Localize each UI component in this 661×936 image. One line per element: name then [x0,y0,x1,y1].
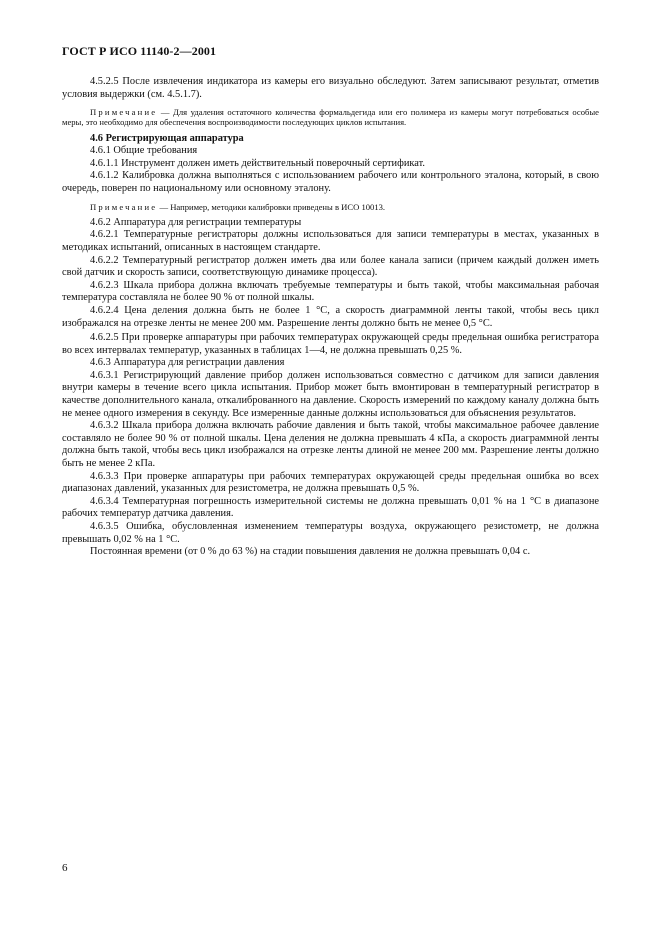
page-header: ГОСТ Р ИСО 11140-2—2001 [62,44,217,58]
subheading-4-6-1: 4.6.1 Общие требования [90,145,198,157]
paragraph-time-constant: Постоянная времени (от 0 % до 63 %) на стадии повышения давления не должна превышать 0,04 с. [90,546,531,558]
paragraph-4-6-3-5: 4.6.3.5 Ошибка, обусловленная изменением температуры воздуха, окружающего резистометр, не должна превышать 0,02 % на 1 °С. [62,521,599,545]
paragraph-4-6-2-5: 4.6.2.5 При проверке аппаратуры при рабочих температурах окружающей среды предельная ошибка регистратора во всех интервалах температур, указанных в таблицах 1—4, не должна превышать 0,25 %. [62,332,599,356]
paragraph-4-6-2-4: 4.6.2.4 Цена деления должна быть не более 1 °С, а скорость диаграммной ленты такой, чтобы весь цикл изображался на отрезке ленты не менее 200 мм. Разрешение ленты должно быть не менее 0,5 °С. [62,304,599,329]
subheading-4-6-3: 4.6.3 Аппаратура для регистрации давления [90,357,285,369]
paragraph-4-6-2-2: 4.6.2.2 Температурный регистратор должен иметь два или более канала записи (причем каждый должен иметь свой датчик и скорость записи, соответствующую динамике процесса). [62,254,599,279]
note-2 [62,202,599,212]
paragraph-4-6-3-1: 4.6.3.1 Регистрирующий давление прибор должен использоваться совместно с датчиком для записи давления внутри камеры в течение всего цикла испытания. Прибор может быть вмонтирован в температурный регистратор в качестве дополнительного канала, откалиброванного на давление. Скорость измерений по каждому каналу должна быть не менее одного измерения в секунду. Все измеренные данные должны использоваться для объяснения результатов. [62,369,599,419]
note-text: — Например, методики калибровки приведены в ИСО 10013. [157,201,386,212]
note-text: — Для удаления остаточного количества формальдегида или его полимера из камеры могут потребоваться особые меры, это необходимо для обеспечения воспроизводимости последующих циклов испытания. [62,107,599,128]
paragraph-4-6-3-3: 4.6.3.3 При проверке аппаратуры при рабочих температурах окружающей среды предельная ошибка во всех диапазонах давлений, указанных для резистометра, не должна превышать 0,5 %. [62,470,599,495]
note-1 [62,107,599,127]
document-body [62,76,599,559]
paragraph-4-6-3-4: 4.6.3.4 Температурная погрешность измерительной системы не должна превышать 0,01 % на 1 °С в диапазоне рабочих температур датчика давления. [62,495,599,520]
paragraph-4-6-1-1: 4.6.1.1 Инструмент должен иметь действительный поверочный сертификат. [90,157,425,169]
note-label: Примечание [90,107,158,118]
paragraph-4-6-1-2: 4.6.1.2 Калибровка должна выполняться с использованием рабочего или контрольного эталона, который, в свою очередь, поверен по национальному или основному эталону. [62,170,599,194]
section-heading-4-6: 4.6 Регистрирующая аппаратура [90,132,244,144]
page-number: 6 [62,862,68,874]
subheading-4-6-2: 4.6.2 Аппаратура для регистрации температуры [90,216,302,228]
paragraph-4-6-2-3: 4.6.2.3 Шкала прибора должна включать требуемые температуры и быть такой, чтобы максимальная рабочая температура составляла не более 90 % от полной шкалы. [62,279,599,304]
paragraph-4-6-3-2: 4.6.3.2 Шкала прибора должна включать рабочие давления и быть такой, чтобы максимальное рабочее давление составляло не более 90 % от полной шкалы. Цена деления не должна превышать 4 кПа, а скорость диаграммной ленты должна быть такой, чтобы весь цикл изображался на отрезке ленты длиной не менее 200 мм. Разрешение ленты должно быть не менее 2 кПа. [62,420,599,470]
note-label: Примечание [90,201,158,212]
paragraph-4-5-2-5: 4.5.2.5 После извлечения индикатора из камеры его визуально обследуют. Затем записывают результат, отметив условия выдержки (см. 4.5.1.7). [62,76,599,100]
paragraph-4-6-2-1: 4.6.2.1 Температурные регистраторы должны использоваться для записи температуры в местах, указанных в методиках испытаний, описанных в настоящем стандарте. [62,229,599,253]
